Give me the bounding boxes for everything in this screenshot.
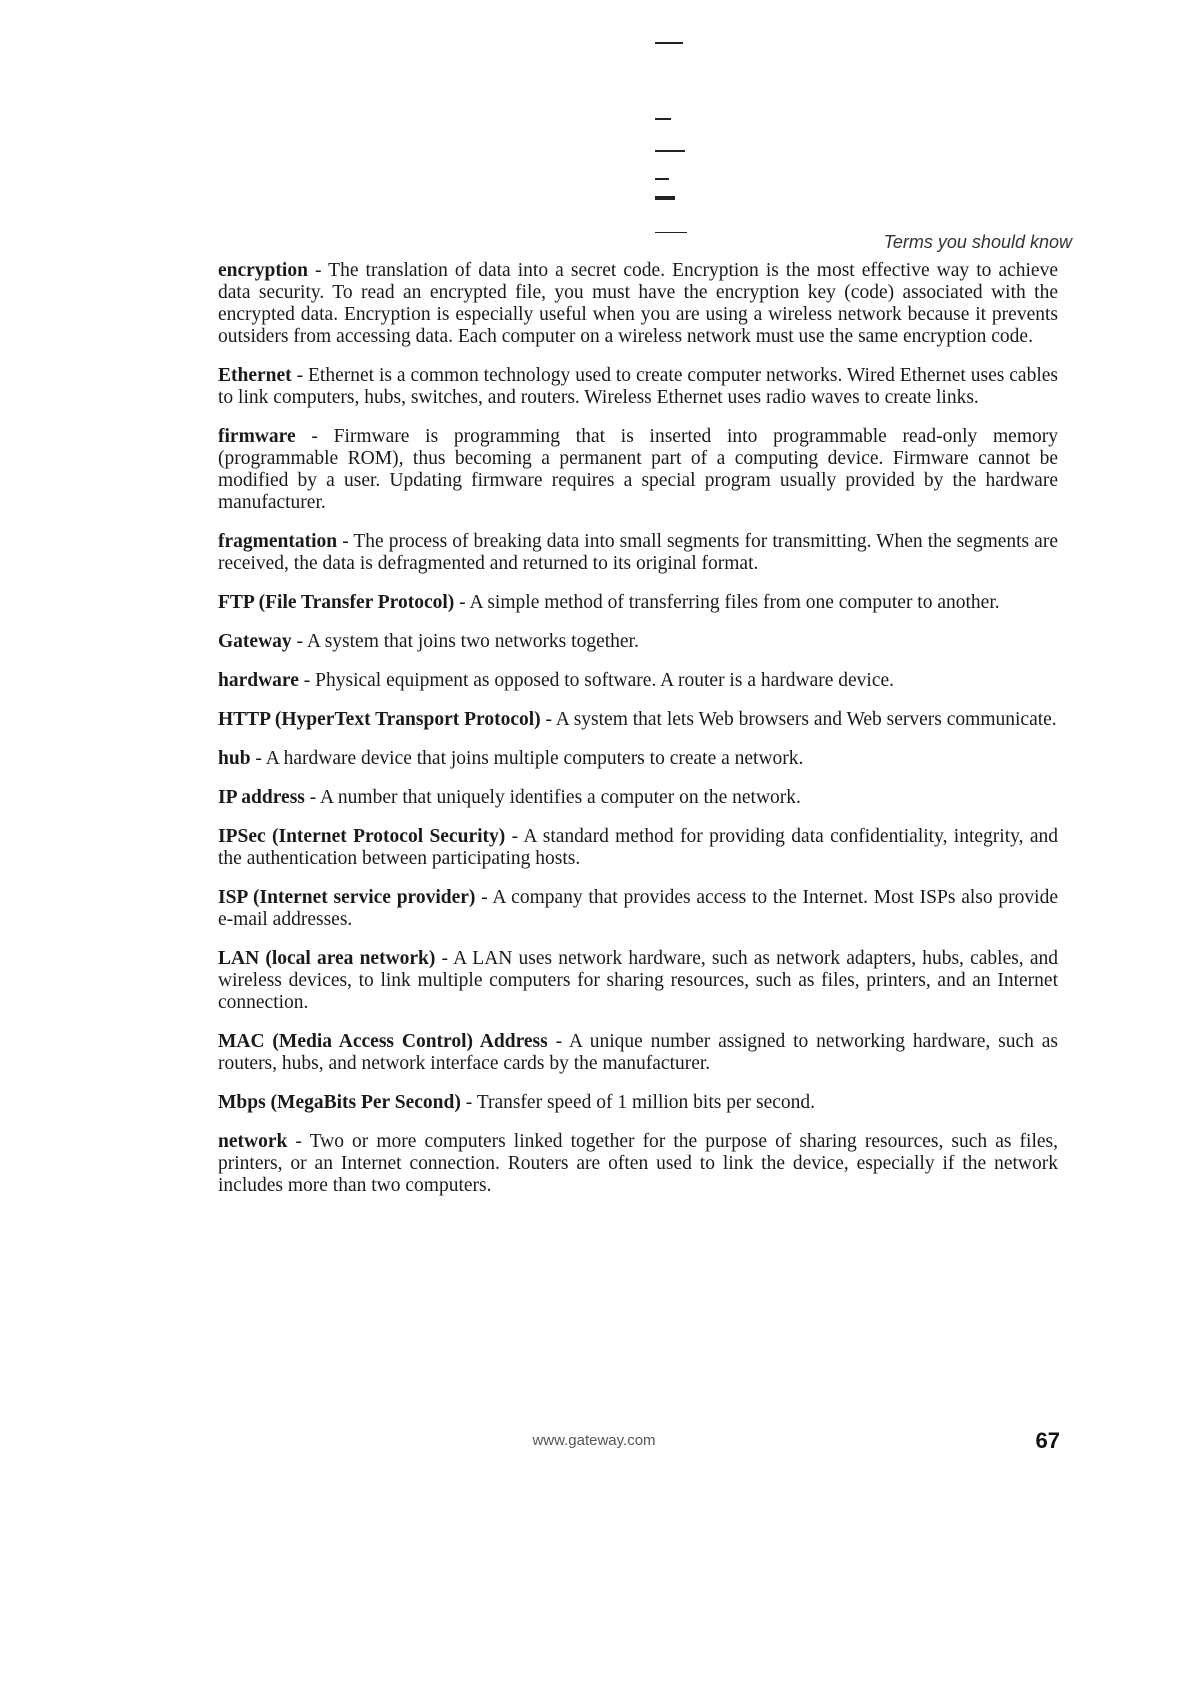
glossary-definition: - A hardware device that joins multiple computers to create a network.	[250, 748, 804, 769]
glossary-entry	[218, 1031, 1058, 1075]
scan-mark	[655, 118, 671, 120]
glossary-entry	[218, 670, 1058, 692]
glossary-term: Gateway	[218, 631, 292, 652]
glossary-entry	[218, 260, 1058, 348]
glossary-term: ISP (Internet service provider)	[218, 887, 476, 908]
glossary-entry	[218, 887, 1058, 931]
footer-url: www.gateway.com	[532, 1432, 656, 1449]
glossary-definition: - A LAN uses network hardware, such as network adapters, hubs, cables, and wireless devices, to link multiple computers for sharing resources, such as files, printers, and an Internet connection.	[218, 948, 1058, 1013]
glossary-definition: - A system that joins two networks together.	[291, 631, 639, 652]
scan-mark	[655, 150, 685, 152]
glossary-definition: - Ethernet is a common technology used to create computer networks. Wired Ethernet uses cables to link computers, hubs, switches, and routers. Wireless Ethernet uses radio waves to create links.	[218, 365, 1058, 408]
section-title: Terms you should know	[883, 232, 1072, 252]
glossary-term: IPSec (Internet Protocol Security)	[218, 826, 506, 847]
glossary-definition: - Physical equipment as opposed to software. A router is a hardware device.	[298, 670, 895, 691]
glossary-definition: - A company that provides access to the Internet. Most ISPs also provide e-mail addresses.	[218, 887, 1058, 930]
glossary-term: network	[218, 1131, 288, 1152]
scan-mark	[655, 232, 687, 233]
glossary-term: Mbps (MegaBits Per Second)	[218, 1092, 461, 1113]
glossary-term: MAC (Media Access Control) Address	[218, 1031, 548, 1052]
glossary-term: firmware	[218, 426, 296, 447]
glossary-term: Ethernet	[218, 365, 292, 386]
glossary-definition: - Transfer speed of 1 million bits per second.	[460, 1092, 816, 1113]
glossary-entry	[218, 631, 1058, 653]
glossary-term: hub	[218, 748, 251, 769]
glossary-entry	[218, 1092, 1058, 1114]
glossary-definition: - A simple method of transferring files from one computer to another.	[454, 592, 1000, 613]
glossary-list	[218, 260, 1058, 1214]
glossary-term: FTP (File Transfer Protocol)	[218, 592, 455, 613]
glossary-definition: - The translation of data into a secret code. Encryption is the most effective way to achieve data security. To read an encrypted file, you must have the encryption key (code) associated with the encrypted data. Encryption is especially useful when you are using a wireless network because it prevents outsiders from accessing data. Each computer on a wireless network must use the same encryption code.	[218, 260, 1058, 347]
glossary-entry	[218, 748, 1058, 770]
glossary-entry	[218, 787, 1058, 809]
scan-mark	[655, 42, 683, 44]
glossary-definition: - A unique number assigned to networking hardware, such as routers, hubs, and network interface cards by the manufacturer.	[218, 1031, 1058, 1074]
glossary-definition: - A system that lets Web browsers and Web servers communicate.	[540, 709, 1057, 730]
glossary-entry	[218, 426, 1058, 514]
glossary-entry	[218, 948, 1058, 1014]
glossary-term: IP address	[218, 787, 305, 808]
glossary-entry	[218, 592, 1058, 614]
glossary-entry	[218, 826, 1058, 870]
glossary-definition: - Firmware is programming that is inserted into programmable read-only memory (programmable ROM), thus becoming a permanent part of a computing device. Firmware cannot be modified by a user. Updating firmware requires a special program usually provided by the hardware manufacturer.	[218, 426, 1058, 513]
glossary-definition: - A standard method for providing data confidentiality, integrity, and the authentication between participating hosts.	[218, 826, 1058, 869]
glossary-term: HTTP (HyperText Transport Protocol)	[218, 709, 541, 730]
glossary-definition: - The process of breaking data into small segments for transmitting. When the segments are received, the data is defragmented and returned to its original format.	[218, 531, 1058, 574]
glossary-entry	[218, 709, 1058, 731]
glossary-definition: - Two or more computers linked together for the purpose of sharing resources, such as files, printers, or an Internet connection. Routers are often used to link the device, especially if the network includes more than two computers.	[218, 1131, 1058, 1196]
glossary-definition: - A number that uniquely identifies a computer on the network.	[304, 787, 801, 808]
glossary-term: encryption	[218, 260, 308, 281]
scan-mark	[655, 196, 675, 200]
page-number: 67	[1035, 1428, 1060, 1453]
glossary-entry	[218, 531, 1058, 575]
scan-mark	[655, 178, 669, 180]
glossary-entry	[218, 1131, 1058, 1197]
glossary-term: LAN (local area network)	[218, 948, 436, 969]
glossary-term: hardware	[218, 670, 299, 691]
glossary-term: fragmentation	[218, 531, 338, 552]
glossary-entry	[218, 365, 1058, 409]
